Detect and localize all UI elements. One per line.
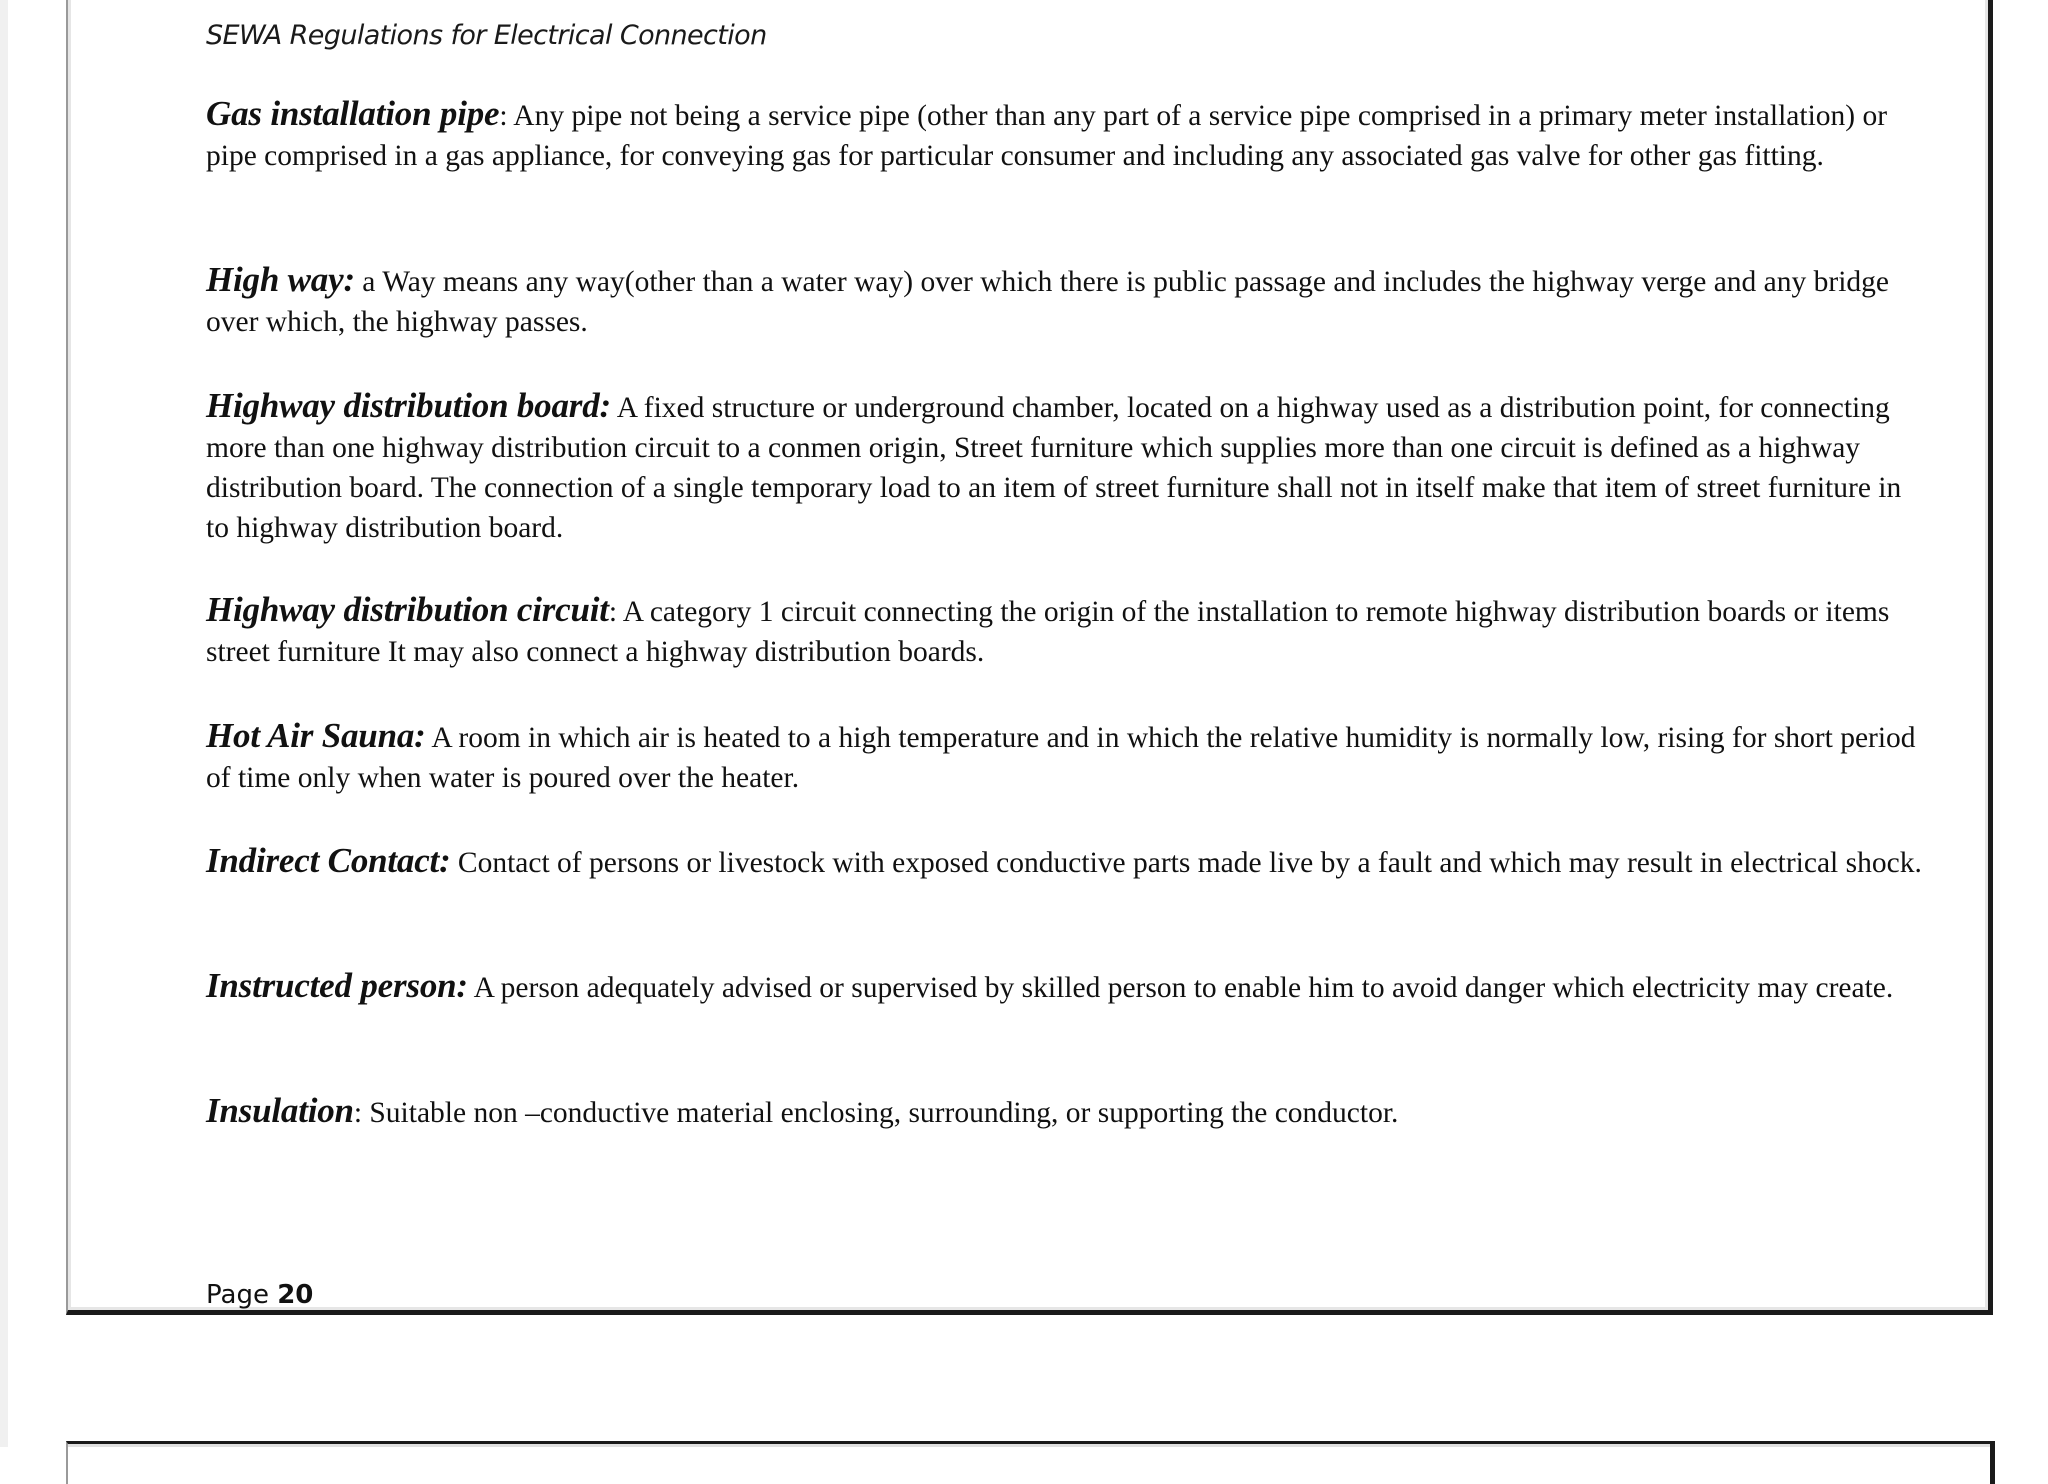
definition-text: Any pipe not being a service pipe (other than any part of a service pipe comprised in a primary meter installation) or pipe comprised in a gas appliance, for conveying gas for particular consumer and including any associated gas valve for other gas fitting. bbox=[206, 100, 1888, 172]
definition-text: A category 1 circuit connecting the origin of the installation to remote highway distribution boards or items street furniture It may also connect a highway distribution boards. bbox=[206, 596, 1890, 668]
definition-separator: : bbox=[608, 596, 618, 628]
definition-term: Highway distribution board: bbox=[206, 386, 611, 425]
definition-entry bbox=[206, 590, 1926, 672]
definition-text: Suitable non –conductive material enclosing, surrounding, or supporting the conductor. bbox=[362, 1097, 1399, 1129]
definition-entry bbox=[206, 841, 1926, 883]
definition-separator: : bbox=[353, 1097, 363, 1129]
definition-term: Instructed person: bbox=[206, 966, 468, 1005]
definition-entry bbox=[206, 94, 1926, 176]
definition-term: Indirect Contact: bbox=[206, 841, 451, 880]
definition-term: High way: bbox=[206, 260, 355, 299]
definition-term: Gas installation pipe bbox=[206, 94, 500, 133]
definition-entry bbox=[206, 386, 1926, 548]
running-header: SEWA Regulations for Electrical Connection bbox=[206, 20, 767, 51]
definition-entry bbox=[206, 1091, 1926, 1133]
definition-entry bbox=[206, 260, 1926, 342]
definition-entry bbox=[206, 966, 1926, 1008]
definition-term: Hot Air Sauna: bbox=[206, 716, 426, 755]
definition-text: Contact of persons or livestock with exposed conductive parts made live by a fault and which may result in electrical shock. bbox=[450, 847, 1922, 879]
page-label: Page bbox=[206, 1280, 269, 1310]
page-number-value: 20 bbox=[277, 1280, 314, 1310]
document-page bbox=[66, 0, 1993, 1315]
definition-separator: : bbox=[499, 100, 508, 132]
page-number bbox=[206, 1280, 313, 1310]
definition-text: A fixed structure or underground chamber, located on a highway used as a distribution point, for connecting more than one highway distribution circuit to a conmen origin, Street furniture which supplies more than one circuit is defined as a highway distribution board. The connection of a single temporary load to an item of street furniture shall not in itself make that item of street furniture in to highway distribution board. bbox=[206, 392, 1902, 544]
definition-text: a Way means any way(other than a water way) over which there is public passage and includes the highway verge and any bridge over which, the highway passes. bbox=[206, 266, 1890, 338]
definition-term: Highway distribution circuit bbox=[206, 590, 609, 629]
definition-text: A person adequately advised or supervised by skilled person to enable him to avoid danger which electricity may create. bbox=[467, 972, 1894, 1004]
definition-entry bbox=[206, 716, 1926, 798]
next-page-edge bbox=[66, 1441, 1995, 1484]
definition-text: A room in which air is heated to a high temperature and in which the relative humidity is normally low, rising for short period of time only when water is poured over the heater. bbox=[206, 722, 1916, 794]
viewer-left-margin bbox=[0, 0, 8, 1447]
definition-term: Insulation bbox=[206, 1091, 354, 1130]
